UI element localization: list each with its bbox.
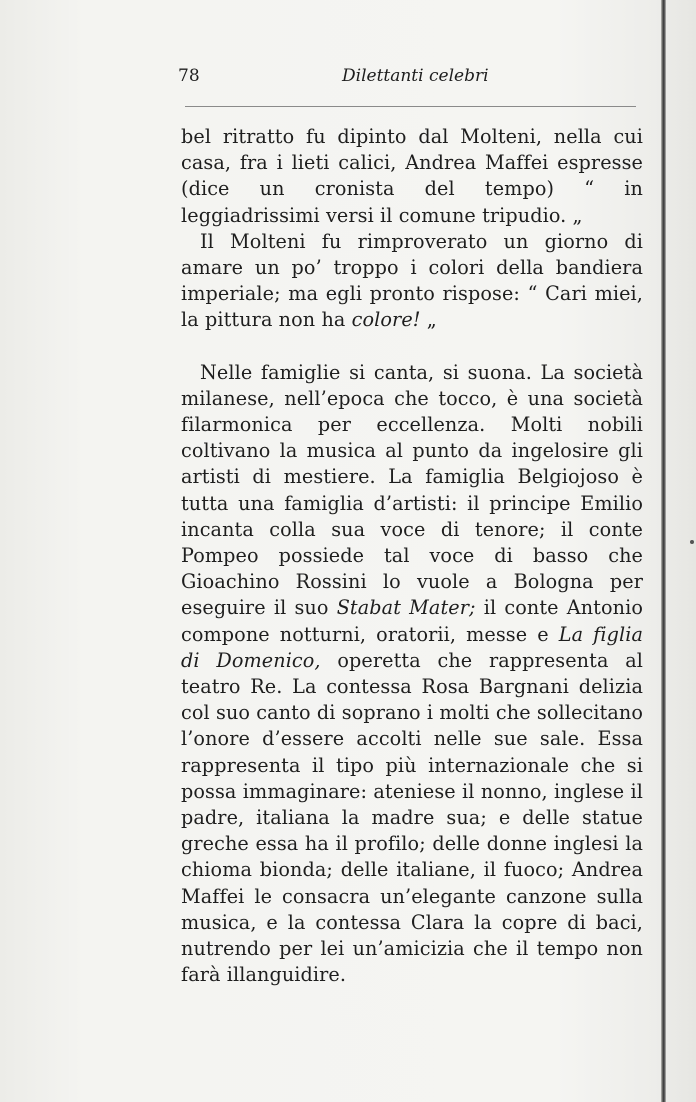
paragraph (181, 360, 643, 989)
text-run: Nelle famiglie si canta, si suona. La società milanese, nell’epoca che tocco, è una società filarmonica per eccellenza. Molti nobili coltivano la musica al punto da ingelosire gli artisti di mestiere. La famiglia Belgiojoso è tutta una famiglia d’artisti: il principe Emilio incanta colla sua voce di tenore; il conte Pompeo possiede tal voce di basso che Gioachino Rossini lo vuole a Bologna per eseguire il suo (181, 360, 643, 620)
italic-text-run: La figlia di Domenico, (181, 622, 643, 672)
page-header (178, 66, 636, 92)
paragraph (181, 229, 643, 334)
text-run: bel ritratto fu dipinto dal Molteni, nella cui casa, fra i lieti calici, Andrea Maffei espresse (dice un cronista del tempo) “ in leggiadrissimi versi il comune tripudio. „ (181, 125, 643, 227)
text-run: Il Molteni fu rimproverato un giorno di amare un po’ troppo i colori della bandiera imperiale; ma egli pronto rispose: “ Cari miei, la pittura non ha (181, 229, 643, 332)
margin-speck (690, 540, 694, 544)
text-run: il conte Antonio compone notturni, oratorii, messe e (181, 596, 643, 646)
page-number: 78 (178, 66, 200, 86)
header-rule (185, 106, 636, 107)
italic-text-run: colore! (351, 308, 421, 332)
book-spine-shadow (661, 0, 666, 1102)
text-run: operetta che rappresenta al teatro Re. La contessa Rosa Bargnani delizia col suo canto di soprano i molti che sollecitano l’onore d’essere accolti nelle sue sale. Essa rappresenta il tipo più internazionale che si possa immaginare: ateniese il nonno, inglese il padre, italiana la madre sua; e delle statue greche essa ha il profilo; delle donne inglesi la chioma bionda; delle italiane, il fuoco; Andrea Maffei le consacra un’elegante canzone sulla musica, e la contessa Clara la copre di baci, nutrendo per lei un’amicizia che il tempo non farà illanguidire. (181, 648, 643, 987)
paragraph (181, 124, 643, 229)
body-text (181, 124, 643, 989)
text-run: „ (420, 308, 437, 332)
running-title: Dilettanti celebri (342, 66, 489, 86)
italic-text-run: Stabat Mater; (336, 596, 476, 620)
